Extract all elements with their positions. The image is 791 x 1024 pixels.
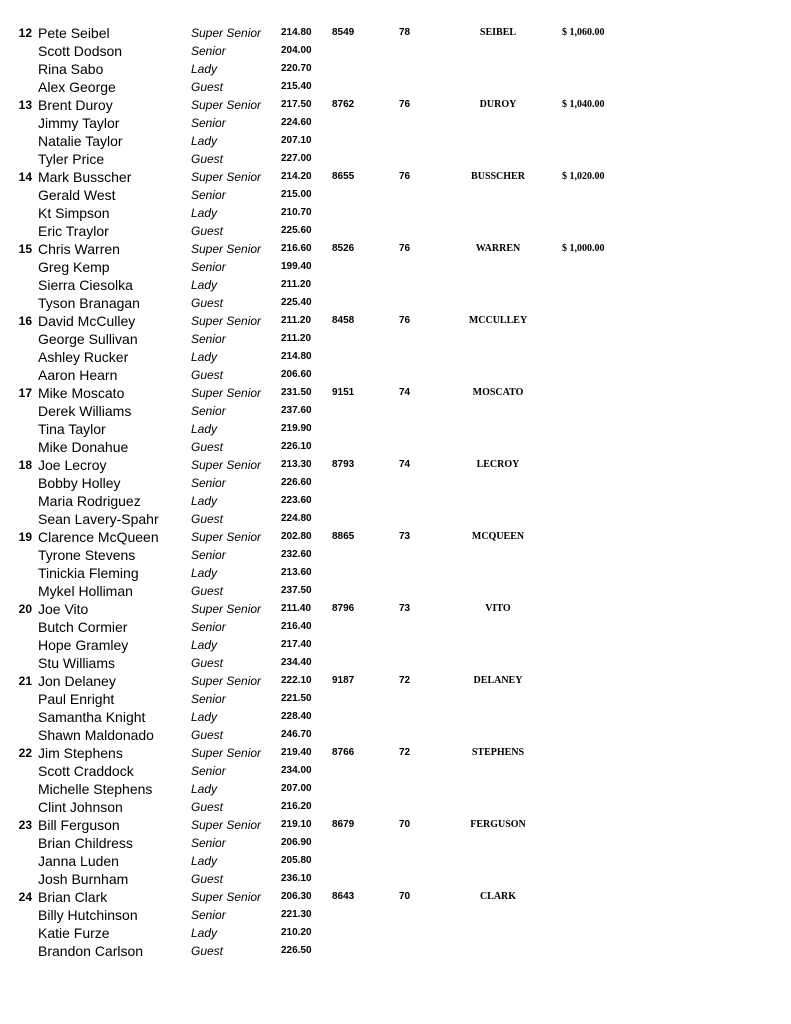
team-block (0, 744, 791, 816)
player-name: Tina Taylor (38, 421, 106, 437)
player-score: 206.90 (281, 837, 312, 848)
player-name: Alex George (38, 79, 116, 95)
team-rank: 13 (18, 98, 32, 112)
player-division: Senior (191, 620, 226, 634)
player-score: 226.50 (281, 945, 312, 956)
player-division: Guest (191, 656, 224, 670)
team-name: FERGUSON (470, 819, 526, 830)
member-row (0, 708, 791, 726)
player-division: Super Senior (191, 26, 262, 40)
player-score: 211.20 (281, 315, 312, 326)
member-row (0, 492, 791, 510)
team-block (0, 888, 791, 960)
team-name: DUROY (479, 99, 517, 110)
member-row (0, 438, 791, 456)
player-score: 228.40 (281, 711, 312, 722)
player-name: Janna Luden (38, 853, 119, 869)
player-score: 232.60 (281, 549, 312, 560)
player-division: Senior (191, 332, 226, 346)
team-points: 70 (399, 819, 411, 830)
team-points: 78 (399, 27, 411, 38)
player-name: Joe Lecroy (38, 457, 107, 473)
team-block (0, 456, 791, 528)
team-total: 8679 (332, 819, 355, 830)
player-division: Lady (191, 134, 218, 148)
player-name: Ashley Rucker (38, 349, 129, 365)
player-division: Super Senior (191, 170, 262, 184)
player-score: 227.00 (281, 153, 312, 164)
member-row (0, 60, 791, 78)
player-score: 226.60 (281, 477, 312, 488)
team-points: 73 (399, 531, 411, 542)
member-row (0, 924, 791, 942)
player-score: 217.50 (281, 99, 312, 110)
player-division: Guest (191, 296, 224, 310)
team-rank: 16 (18, 314, 32, 328)
player-score: 213.30 (281, 459, 312, 470)
player-score: 220.70 (281, 63, 312, 74)
team-rank: 21 (18, 674, 32, 688)
player-name: Mykel Holliman (38, 583, 133, 599)
player-division: Senior (191, 404, 226, 418)
member-row (0, 798, 791, 816)
team-name: STEPHENS (471, 747, 525, 758)
player-name: Mike Moscato (38, 385, 125, 401)
player-score: 216.60 (281, 243, 312, 254)
player-score: 205.80 (281, 855, 312, 866)
player-division: Guest (191, 440, 224, 454)
player-division: Super Senior (191, 242, 262, 256)
player-name: Chris Warren (38, 241, 120, 257)
player-score: 213.60 (281, 567, 312, 578)
member-row (0, 330, 791, 348)
team-rank: 14 (18, 170, 32, 184)
player-score: 231.50 (281, 387, 312, 398)
player-name: Clint Johnson (38, 799, 123, 815)
player-name: Greg Kemp (38, 259, 110, 275)
team-rank: 12 (18, 26, 32, 40)
team-prize: $ 1,000.00 (562, 243, 605, 254)
member-row (0, 168, 791, 186)
member-row (0, 384, 791, 402)
team-points: 74 (399, 459, 411, 470)
member-row (0, 510, 791, 528)
team-name: MOSCATO (472, 387, 524, 398)
player-score: 224.60 (281, 117, 312, 128)
player-division: Lady (191, 494, 218, 508)
player-score: 210.20 (281, 927, 312, 938)
team-rank: 15 (18, 242, 32, 256)
player-name: Scott Craddock (38, 763, 134, 779)
player-name: Stu Williams (38, 655, 116, 671)
team-name: BUSSCHER (471, 171, 525, 182)
player-name: Sierra Ciesolka (38, 277, 133, 293)
member-row (0, 456, 791, 474)
team-name: MCCULLEY (468, 315, 528, 326)
player-name: Tyler Price (38, 151, 105, 167)
player-name: Bobby Holley (38, 475, 121, 491)
player-score: 216.40 (281, 621, 312, 632)
team-name: MCQUEEN (471, 531, 525, 542)
member-row (0, 726, 791, 744)
player-score: 236.10 (281, 873, 312, 884)
team-points: 74 (399, 387, 411, 398)
member-row (0, 276, 791, 294)
member-row (0, 348, 791, 366)
player-name: Mark Busscher (38, 169, 132, 185)
player-division: Super Senior (191, 314, 262, 328)
team-block (0, 24, 791, 96)
team-points: 72 (399, 675, 411, 686)
member-row (0, 114, 791, 132)
player-score: 246.70 (281, 729, 312, 740)
player-division: Lady (191, 926, 218, 940)
member-row (0, 402, 791, 420)
player-division: Senior (191, 260, 226, 274)
member-row (0, 546, 791, 564)
team-total: 9151 (332, 387, 355, 398)
team-rank: 24 (18, 890, 32, 904)
player-score: 219.10 (281, 819, 312, 830)
team-block (0, 96, 791, 168)
player-name: Scott Dodson (38, 43, 123, 59)
member-row (0, 654, 791, 672)
team-rank: 20 (18, 602, 32, 616)
player-score: 215.00 (281, 189, 312, 200)
team-total: 8643 (332, 891, 355, 902)
player-name: Katie Furze (38, 925, 110, 941)
player-score: 219.40 (281, 747, 312, 758)
player-division: Guest (191, 584, 224, 598)
player-division: Guest (191, 944, 224, 958)
team-total: 8526 (332, 243, 355, 254)
player-division: Guest (191, 728, 224, 742)
standings-sheet (0, 24, 791, 960)
team-block (0, 168, 791, 240)
player-name: Jon Delaney (38, 673, 116, 689)
member-row (0, 816, 791, 834)
player-division: Super Senior (191, 98, 262, 112)
player-score: 214.80 (281, 351, 312, 362)
player-score: 211.40 (281, 603, 312, 614)
team-name: VITO (485, 603, 511, 614)
member-row (0, 186, 791, 204)
team-rank: 19 (18, 530, 32, 544)
member-row (0, 312, 791, 330)
player-score: 225.60 (281, 225, 312, 236)
player-score: 216.20 (281, 801, 312, 812)
player-division: Lady (191, 638, 218, 652)
member-row (0, 582, 791, 600)
team-total: 8865 (332, 531, 355, 542)
player-division: Lady (191, 782, 218, 796)
team-total: 9187 (332, 675, 355, 686)
team-rank: 17 (18, 386, 32, 400)
player-division: Super Senior (191, 386, 262, 400)
player-name: Bill Ferguson (38, 817, 120, 833)
player-division: Super Senior (191, 674, 262, 688)
player-name: Jimmy Taylor (38, 115, 120, 131)
member-row (0, 150, 791, 168)
player-division: Lady (191, 566, 218, 580)
player-division: Senior (191, 548, 226, 562)
player-division: Lady (191, 62, 218, 76)
member-row (0, 222, 791, 240)
player-division: Super Senior (191, 890, 262, 904)
member-row (0, 636, 791, 654)
member-row (0, 528, 791, 546)
player-score: 206.30 (281, 891, 312, 902)
player-division: Lady (191, 278, 218, 292)
team-rank: 22 (18, 746, 32, 760)
team-total: 8796 (332, 603, 355, 614)
member-row (0, 870, 791, 888)
member-row (0, 780, 791, 798)
player-score: 199.40 (281, 261, 312, 272)
member-row (0, 420, 791, 438)
member-row (0, 366, 791, 384)
player-name: Brian Childress (38, 835, 133, 851)
player-name: Gerald West (38, 187, 116, 203)
member-row (0, 852, 791, 870)
player-score: 226.10 (281, 441, 312, 452)
player-division: Super Senior (191, 602, 262, 616)
team-prize: $ 1,060.00 (562, 27, 605, 38)
player-score: 211.20 (281, 279, 312, 290)
player-name: Brandon Carlson (38, 943, 144, 959)
player-score: 211.20 (281, 333, 312, 344)
player-name: Brent Duroy (38, 97, 113, 113)
player-division: Lady (191, 350, 218, 364)
player-name: Michelle Stephens (38, 781, 153, 797)
member-row (0, 42, 791, 60)
player-name: Brian Clark (38, 889, 108, 905)
player-name: Sean Lavery-Spahr (38, 511, 159, 527)
team-block (0, 600, 791, 672)
team-block (0, 312, 791, 384)
player-score: 214.80 (281, 27, 312, 38)
member-row (0, 258, 791, 276)
player-score: 224.80 (281, 513, 312, 524)
team-block (0, 240, 791, 312)
player-name: Shawn Maldonado (38, 727, 154, 743)
player-division: Super Senior (191, 458, 262, 472)
player-name: Kt Simpson (38, 205, 110, 221)
member-row (0, 96, 791, 114)
player-name: Josh Burnham (38, 871, 129, 887)
player-name: Clarence McQueen (38, 529, 159, 545)
player-division: Guest (191, 512, 224, 526)
player-name: Jim Stephens (38, 745, 123, 761)
team-total: 8766 (332, 747, 355, 758)
player-name: Rina Sabo (38, 61, 104, 77)
team-block (0, 672, 791, 744)
member-row (0, 240, 791, 258)
member-row (0, 78, 791, 96)
player-score: 204.00 (281, 45, 312, 56)
member-row (0, 204, 791, 222)
player-score: 222.10 (281, 675, 312, 686)
player-division: Lady (191, 710, 218, 724)
member-row (0, 132, 791, 150)
team-name: WARREN (475, 243, 521, 254)
player-division: Lady (191, 854, 218, 868)
team-total: 8655 (332, 171, 355, 182)
team-name: SEIBEL (479, 27, 517, 38)
player-score: 215.40 (281, 81, 312, 92)
member-row (0, 690, 791, 708)
player-score: 221.50 (281, 693, 312, 704)
team-total: 8458 (332, 315, 355, 326)
player-score: 217.40 (281, 639, 312, 650)
player-score: 221.30 (281, 909, 312, 920)
player-division: Guest (191, 80, 224, 94)
player-division: Guest (191, 224, 224, 238)
member-row (0, 294, 791, 312)
team-rank: 23 (18, 818, 32, 832)
player-name: George Sullivan (38, 331, 138, 347)
player-division: Senior (191, 188, 226, 202)
member-row (0, 618, 791, 636)
player-name: Eric Traylor (38, 223, 109, 239)
player-division: Guest (191, 152, 224, 166)
player-name: Pete Seibel (38, 25, 110, 41)
team-block (0, 384, 791, 456)
team-total: 8762 (332, 99, 355, 110)
member-row (0, 600, 791, 618)
player-name: Samantha Knight (38, 709, 146, 725)
player-division: Senior (191, 836, 226, 850)
member-row (0, 474, 791, 492)
player-name: Billy Hutchinson (38, 907, 138, 923)
player-score: 202.80 (281, 531, 312, 542)
team-name: DELANEY (473, 675, 523, 686)
team-total: 8793 (332, 459, 355, 470)
player-name: Natalie Taylor (38, 133, 123, 149)
player-score: 223.60 (281, 495, 312, 506)
member-row (0, 888, 791, 906)
member-row (0, 24, 791, 42)
team-name: CLARK (479, 891, 517, 902)
player-division: Senior (191, 116, 226, 130)
team-points: 76 (399, 171, 411, 182)
player-name: Tyrone Stevens (38, 547, 136, 563)
member-row (0, 906, 791, 924)
player-score: 234.00 (281, 765, 312, 776)
player-name: Paul Enright (38, 691, 115, 707)
team-prize: $ 1,040.00 (562, 99, 605, 110)
player-division: Lady (191, 206, 218, 220)
player-name: David McCulley (38, 313, 136, 329)
team-points: 70 (399, 891, 411, 902)
player-division: Guest (191, 368, 224, 382)
player-name: Tinickia Fleming (38, 565, 139, 581)
player-division: Senior (191, 908, 226, 922)
player-name: Hope Gramley (38, 637, 129, 653)
player-division: Senior (191, 692, 226, 706)
member-row (0, 762, 791, 780)
player-name: Butch Cormier (38, 619, 128, 635)
team-prize: $ 1,020.00 (562, 171, 605, 182)
team-points: 73 (399, 603, 411, 614)
player-name: Mike Donahue (38, 439, 129, 455)
player-division: Super Senior (191, 818, 262, 832)
player-name: Joe Vito (38, 601, 89, 617)
team-block (0, 816, 791, 888)
player-division: Senior (191, 764, 226, 778)
player-division: Super Senior (191, 746, 262, 760)
player-name: Derek Williams (38, 403, 132, 419)
player-score: 237.60 (281, 405, 312, 416)
player-division: Guest (191, 800, 224, 814)
player-name: Tyson Branagan (38, 295, 140, 311)
player-score: 234.40 (281, 657, 312, 668)
member-row (0, 672, 791, 690)
player-division: Senior (191, 44, 226, 58)
player-name: Maria Rodriguez (38, 493, 141, 509)
player-score: 207.10 (281, 135, 312, 146)
team-rank: 18 (18, 458, 32, 472)
team-points: 72 (399, 747, 411, 758)
player-score: 206.60 (281, 369, 312, 380)
player-score: 225.40 (281, 297, 312, 308)
player-division: Senior (191, 476, 226, 490)
team-points: 76 (399, 99, 411, 110)
player-score: 219.90 (281, 423, 312, 434)
player-score: 207.00 (281, 783, 312, 794)
member-row (0, 942, 791, 960)
player-score: 237.50 (281, 585, 312, 596)
player-score: 214.20 (281, 171, 312, 182)
member-row (0, 564, 791, 582)
member-row (0, 744, 791, 762)
player-division: Guest (191, 872, 224, 886)
player-name: Aaron Hearn (38, 367, 118, 383)
team-block (0, 528, 791, 600)
team-name: LECROY (476, 459, 520, 470)
member-row (0, 834, 791, 852)
player-score: 210.70 (281, 207, 312, 218)
player-division: Lady (191, 422, 218, 436)
team-points: 76 (399, 315, 411, 326)
team-total: 8549 (332, 27, 355, 38)
team-points: 76 (399, 243, 411, 254)
player-division: Super Senior (191, 530, 262, 544)
